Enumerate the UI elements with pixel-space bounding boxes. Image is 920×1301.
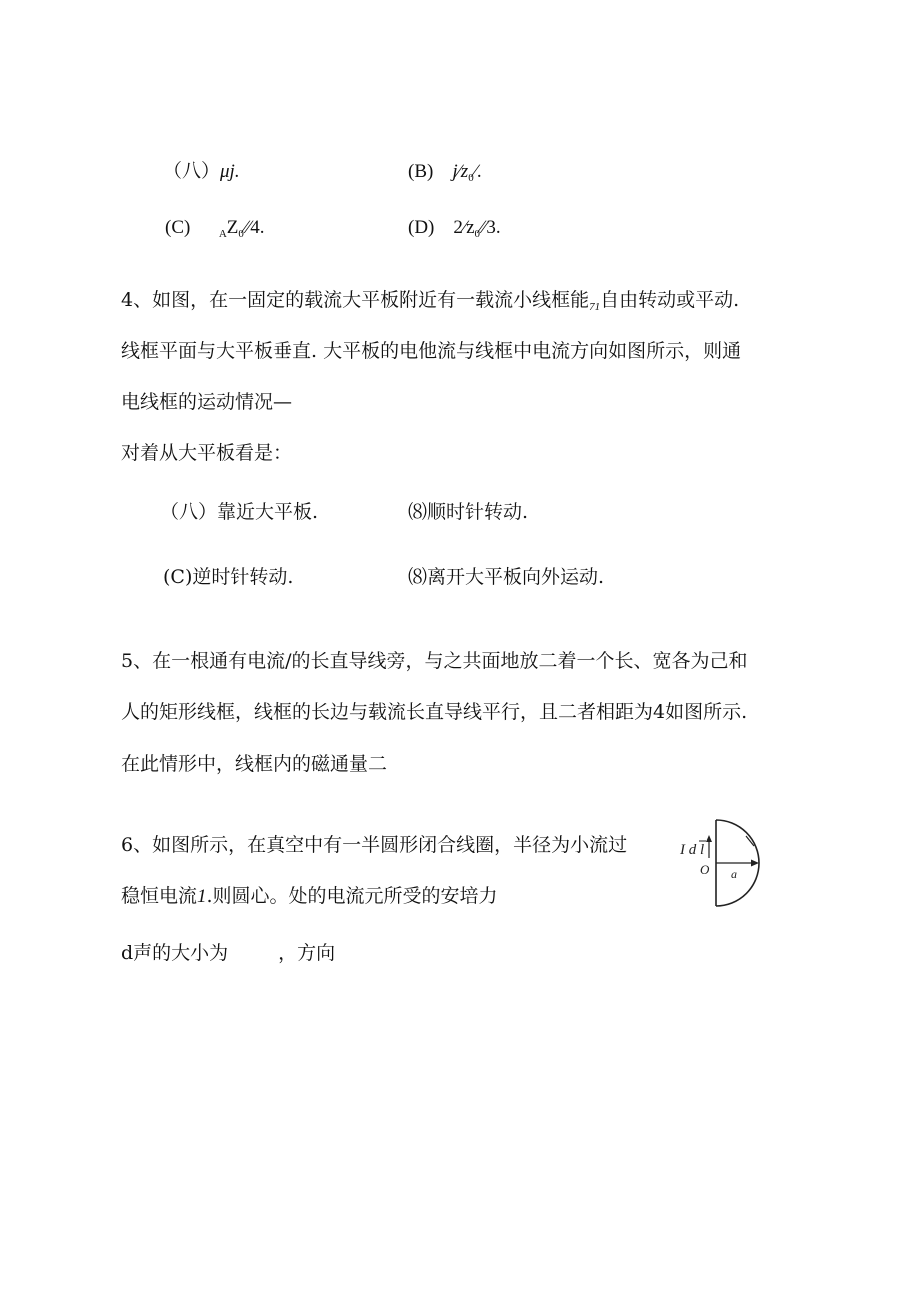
q4-option-d: ⑻离开大平板向外运动. xyxy=(408,566,605,588)
q4-option-a: （八）靠近大平板. xyxy=(160,501,319,523)
q5-line-1: 5、在一根通有电流/的长直导线旁，与之共面地放二着一个长、宽各为己和 xyxy=(121,650,748,672)
q4-line-1-pre: 4、如图，在一固定的载流大平板附近有一载流小线框能 xyxy=(121,289,590,311)
q4-line-4: 对着从大平板看是： xyxy=(121,442,293,464)
q3-option-a-label: （八） xyxy=(163,160,221,182)
q4-line-3: 电线框的运动情况— xyxy=(121,391,293,413)
q4-line-1-post: 自由转动或平动. xyxy=(600,289,740,311)
q6-line-2-post: .则圆心。处的电流元所受的安培力 xyxy=(206,885,498,907)
q6-line-3 xyxy=(121,944,335,963)
q3-option-d-tail: ∕∕3. xyxy=(480,217,501,238)
q3-option-b-label: (B) xyxy=(408,161,434,182)
q3-option-c-tail: ∕∕4. xyxy=(243,217,265,238)
q6-line-3-post: ，方向 xyxy=(278,942,336,964)
current-element-arrowhead xyxy=(706,835,712,842)
q5-line-3: 在此情形中，线框内的磁通量二 xyxy=(121,753,388,775)
figure-current-label: I d xyxy=(680,842,697,858)
q3-option-c-sub: 0 xyxy=(238,228,244,240)
q4-line-1-sub: 71 xyxy=(589,301,601,313)
q4-option-c: (C)逆时针转动. xyxy=(163,566,294,588)
q3-option-c-label: (C) xyxy=(165,217,191,238)
figure-radius-label: a xyxy=(731,867,737,881)
q4-option-b: ⑻顺时针转动. xyxy=(408,501,529,523)
q3-option-b-text: j∕z xyxy=(452,161,469,182)
q4-line-2: 线框平面与大平板垂直. 大平板的电他流与线框中电流方向如图所示，则通 xyxy=(121,340,742,362)
q6-line-2 xyxy=(121,887,498,906)
q3-option-d-sub: 0 xyxy=(474,228,480,240)
figure-origin-label: O xyxy=(700,862,710,877)
q5-line-2: 人的矩形线框，线框的长边与载流长直导线平行，且二者相距为4如图所示. xyxy=(121,701,748,723)
q3-option-c-text: Z xyxy=(226,217,239,238)
q3-option-b-sub: 0 xyxy=(468,172,474,184)
q6-line-2-pre: 稳恒电流 xyxy=(121,885,198,907)
q3-option-d-text: 2∕z xyxy=(453,217,475,238)
q6-line-2-italic: 1 xyxy=(197,886,207,907)
q6-line-3-pre: d声的大小为 xyxy=(121,942,229,964)
q3-option-b-tail: ∕. xyxy=(473,161,482,182)
q3-option-a-text: μj. xyxy=(220,161,240,182)
q6-line-1: 6、如图所示，在真空中有一半圆形闭合线圈，半径为小流过 xyxy=(121,834,628,856)
figure-vector-label: l xyxy=(700,842,705,858)
q3-option-d xyxy=(408,218,501,240)
radius-arrowhead xyxy=(751,860,759,867)
semicircle-coil-figure xyxy=(676,818,772,910)
q3-option-a xyxy=(163,162,240,181)
q4-line-1 xyxy=(121,291,739,313)
q3-option-d-label: (D) xyxy=(408,217,435,238)
q3-option-c-subpre: A xyxy=(218,228,227,240)
q3-option-b xyxy=(408,162,482,184)
q3-option-c xyxy=(165,218,265,240)
semicircle-coil-diagram xyxy=(676,818,772,910)
